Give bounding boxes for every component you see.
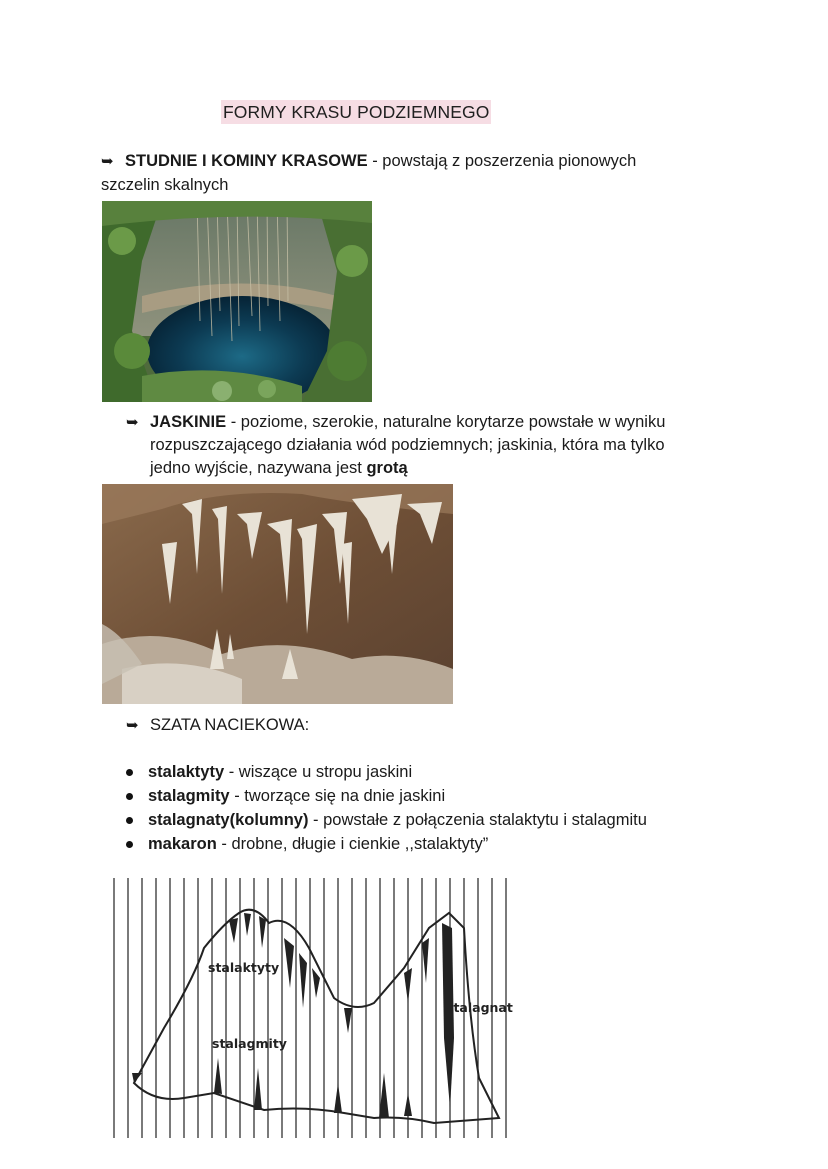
arrow-icon: ➥ [126,414,139,431]
bullet-icon [126,841,133,848]
label-stalagnat: stalagnat [446,1000,513,1015]
cave-photo [102,484,453,704]
bullet-icon [126,817,133,824]
arrow-icon: ➥ [101,153,114,170]
list-item [126,832,647,856]
description: - powstałe z połączenia stalaktytu i stalagmitu [308,811,647,829]
list-item [126,808,647,832]
section-heading: JASKINIE [150,413,227,431]
term: stalagmity [148,787,230,805]
section-heading: STUDNIE I KOMINY KRASOWE [125,152,368,170]
label-stalagmity: stalagmity [212,1036,287,1051]
term: makaron [148,835,217,853]
section-jaskinie-cont: rozpuszczającego działania wód podziemnych; jaskinia, która ma tylko [150,436,665,454]
description: - tworzące się na dnie jaskini [229,787,446,805]
section-text: - powstają z poszerzenia pionowych [367,152,637,170]
bullet-icon [126,769,133,776]
page-title: FORMY KRASU PODZIEMNEGO [223,102,490,122]
section-studnie [101,150,636,173]
arrow-icon: ➥ [126,717,139,734]
list-item [126,760,647,784]
cenote-photo [102,201,372,402]
section-jaskinie-cont2 [150,457,408,480]
term: stalaktyty [148,763,225,781]
label-stalaktyty: stalaktyty [208,960,280,975]
description: - wiszące u stropu jaskini [224,763,413,781]
section-heading: SZATA NACIEKOWA: [150,716,310,734]
cave-diagram [104,868,518,1144]
term: stalagnaty(kolumny) [148,811,309,829]
section-szata [126,714,309,737]
description: - drobne, długie i cienkie ,,stalaktyty” [216,835,489,853]
section-jaskinie [126,411,665,434]
grota-term: grotą [366,459,408,477]
list-item [126,784,647,808]
bullet-icon [126,793,133,800]
section-studnie-cont: szczelin skalnych [101,176,229,194]
section-text: jedno wyjście, nazywana jest [150,459,367,477]
section-text: - poziome, szerokie, naturalne korytarze powstałe w wyniku [226,413,666,431]
bullet-list [126,760,647,856]
